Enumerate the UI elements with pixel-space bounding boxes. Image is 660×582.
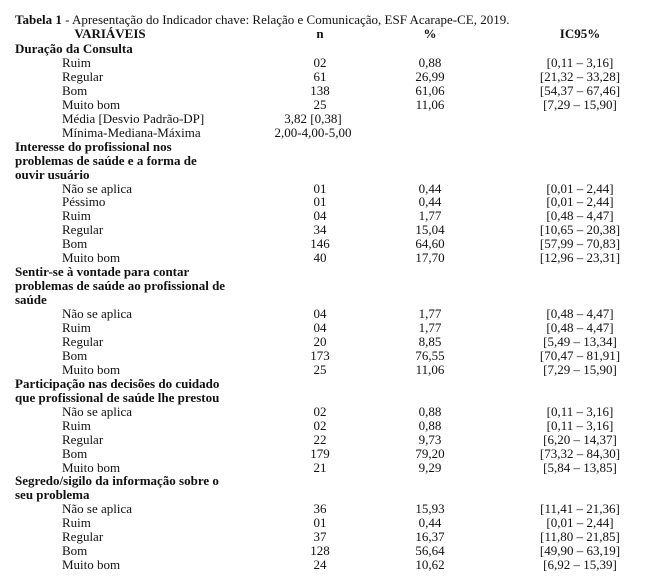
table-row bbox=[0, 558, 660, 572]
cell-ci95: [0,01 – 2,44] bbox=[546, 194, 614, 210]
cell-n: 40 bbox=[313, 250, 327, 266]
cell-n: 25 bbox=[313, 361, 327, 377]
table-row bbox=[0, 237, 660, 251]
cell-n: 02 bbox=[313, 403, 327, 419]
cell-ci95: [54,37 – 67,46] bbox=[539, 82, 621, 98]
cell-percent: 79,20 bbox=[415, 445, 445, 461]
cell-ci95: [11,41 – 21,36] bbox=[540, 501, 620, 517]
row-label: Bom bbox=[62, 445, 88, 461]
cell-percent: 0,88 bbox=[418, 417, 442, 433]
row-label: Muito bom bbox=[62, 96, 121, 112]
section-heading bbox=[0, 391, 660, 405]
table-row bbox=[0, 447, 660, 461]
row-label: Bom bbox=[62, 543, 88, 559]
cell-n: 128 bbox=[310, 543, 330, 559]
row-label: Regular bbox=[62, 222, 104, 238]
cell-ci95: [7,29 – 15,90] bbox=[543, 96, 617, 112]
cell-percent: 61,06 bbox=[415, 82, 445, 98]
cell-n: 04 bbox=[313, 320, 327, 335]
row-label: Ruim bbox=[62, 320, 91, 335]
cell-percent: 15,93 bbox=[415, 501, 445, 517]
table-row bbox=[0, 251, 660, 265]
cell-ci95: [11,80 – 21,85] bbox=[540, 529, 620, 545]
row-label: Bom bbox=[62, 347, 88, 363]
section-title: que profissional de saúde lhe prestou bbox=[15, 389, 220, 405]
table-row bbox=[0, 363, 660, 377]
table-row bbox=[0, 182, 660, 196]
cell-ci95: [10,65 – 20,38] bbox=[539, 222, 621, 238]
row-label: Ruim bbox=[62, 208, 91, 224]
section-heading bbox=[0, 42, 660, 56]
cell-ci95: [0,48 – 4,47] bbox=[546, 208, 614, 224]
cell-percent: 9,73 bbox=[418, 431, 442, 447]
cell-percent: 0,88 bbox=[418, 54, 442, 70]
cell-ci95: [21,32 – 33,28] bbox=[539, 68, 621, 84]
cell-n: 02 bbox=[313, 54, 327, 70]
section-title: ouvir usuário bbox=[15, 166, 90, 182]
section-heading bbox=[0, 279, 660, 293]
cell-percent: 0,44 bbox=[418, 194, 442, 210]
table-row bbox=[0, 502, 660, 516]
section-title: problemas de saúde e a forma de bbox=[15, 152, 197, 168]
cell-percent: 17,70 bbox=[415, 250, 445, 266]
cell-n: 138 bbox=[310, 82, 330, 98]
table-row bbox=[0, 433, 660, 447]
cell-ci95: [6,20 – 14,37] bbox=[543, 431, 617, 447]
table-row bbox=[0, 530, 660, 544]
header-n: n bbox=[316, 26, 324, 41]
table-row bbox=[0, 98, 660, 112]
cell-n: 34 bbox=[313, 222, 327, 238]
header-percent: % bbox=[423, 26, 437, 41]
cell-percent: 9,29 bbox=[418, 459, 442, 475]
cell-percent: 1,77 bbox=[418, 306, 442, 322]
section-title: Duração da Consulta bbox=[15, 41, 133, 56]
table-row bbox=[0, 419, 660, 433]
table-row bbox=[0, 84, 660, 98]
cell-ci95: [57,99 – 70,83] bbox=[539, 236, 621, 252]
row-label: Bom bbox=[62, 236, 88, 252]
row-label: Não se aplica bbox=[62, 403, 133, 419]
row-label: Regular bbox=[62, 431, 104, 447]
row-label: Ruim bbox=[62, 515, 91, 531]
section-title: seu problema bbox=[15, 487, 90, 503]
cell-percent: 1,77 bbox=[418, 320, 442, 335]
row-label: Regular bbox=[62, 529, 104, 545]
cell-ci95: [70,47 – 81,91] bbox=[539, 347, 621, 363]
section-heading bbox=[0, 168, 660, 182]
section-title: Interesse do profissional nos bbox=[15, 138, 172, 154]
cell-n: 37 bbox=[313, 529, 327, 545]
row-label: Não se aplica bbox=[62, 306, 133, 322]
cell-n: 173 bbox=[310, 347, 330, 363]
cell-percent: 16,37 bbox=[415, 529, 445, 545]
cell-ci95: [49,90 – 63,19] bbox=[539, 543, 621, 559]
cell-percent: 56,64 bbox=[415, 543, 445, 559]
table-row bbox=[0, 56, 660, 70]
row-label: Muito bom bbox=[62, 361, 121, 377]
cell-n: 01 bbox=[313, 194, 327, 210]
summary-row bbox=[0, 126, 660, 140]
cell-n: 04 bbox=[313, 208, 327, 224]
cell-n: 24 bbox=[313, 557, 327, 573]
section-heading bbox=[0, 140, 660, 154]
table-row bbox=[0, 335, 660, 349]
row-label: Não se aplica bbox=[62, 501, 133, 517]
cell-ci95: [12,96 – 23,31] bbox=[539, 250, 621, 266]
section-title: problemas de saúde ao profissional de bbox=[15, 278, 226, 294]
cell-ci95: [5,49 – 13,34] bbox=[543, 333, 617, 349]
summary-row bbox=[0, 112, 660, 126]
cell-ci95: [73,32 – 84,30] bbox=[539, 445, 621, 461]
row-label: Mínima-Mediana-Máxima bbox=[62, 124, 201, 140]
cell-n: 02 bbox=[313, 417, 327, 433]
row-label: Ruim bbox=[62, 417, 91, 433]
table-row bbox=[0, 209, 660, 223]
summary-value: 3,82 [0,38] bbox=[284, 110, 342, 126]
cell-ci95: [0,11 – 3,16] bbox=[546, 403, 614, 419]
section-title: saúde bbox=[15, 292, 47, 308]
caption-text: - Apresentação do Indicador chave: Relação e Comunicação, ESF Acarape-CE, 2019. bbox=[61, 12, 510, 27]
table-row bbox=[0, 349, 660, 363]
table-row bbox=[0, 405, 660, 419]
section-heading bbox=[0, 474, 660, 488]
cell-percent: 8,85 bbox=[418, 333, 442, 349]
section-heading bbox=[0, 377, 660, 391]
cell-n: 25 bbox=[313, 96, 327, 112]
table-row bbox=[0, 70, 660, 84]
cell-percent: 26,99 bbox=[415, 68, 445, 84]
cell-percent: 76,55 bbox=[415, 347, 445, 363]
row-label: Média [Desvio Padrão-DP] bbox=[62, 110, 205, 126]
table-header bbox=[0, 27, 660, 41]
header-ci95: IC95% bbox=[559, 26, 601, 41]
cell-n: 61 bbox=[313, 68, 327, 84]
cell-percent: 0,44 bbox=[418, 180, 442, 196]
section-heading bbox=[0, 154, 660, 168]
cell-n: 21 bbox=[313, 459, 327, 475]
cell-percent: 10,62 bbox=[415, 557, 445, 573]
table-row bbox=[0, 307, 660, 321]
cell-n: 22 bbox=[313, 431, 327, 447]
cell-ci95: [0,01 – 2,44] bbox=[546, 180, 614, 196]
cell-ci95: [0,48 – 4,47] bbox=[546, 306, 614, 322]
cell-ci95: [0,01 – 2,44] bbox=[546, 515, 614, 531]
row-label: Ruim bbox=[62, 54, 91, 70]
row-label: Péssimo bbox=[62, 194, 106, 210]
cell-percent: 11,06 bbox=[415, 361, 445, 377]
cell-percent: 0,44 bbox=[418, 515, 442, 531]
section-title: Sentir-se à vontade para contar bbox=[15, 264, 190, 280]
section-heading bbox=[0, 265, 660, 279]
summary-value: 2,00-4,00-5,00 bbox=[274, 124, 352, 140]
row-label: Não se aplica bbox=[62, 180, 133, 196]
row-label: Regular bbox=[62, 333, 104, 349]
cell-percent: 11,06 bbox=[415, 96, 445, 112]
cell-ci95: [0,11 – 3,16] bbox=[546, 54, 614, 70]
table-row bbox=[0, 461, 660, 475]
cell-n: 36 bbox=[313, 501, 327, 517]
cell-ci95: [0,11 – 3,16] bbox=[546, 417, 614, 433]
header-variables: VARIÁVEIS bbox=[74, 26, 146, 41]
row-label: Muito bom bbox=[62, 250, 121, 266]
cell-ci95: [0,48 – 4,47] bbox=[546, 320, 614, 335]
row-label: Muito bom bbox=[62, 557, 121, 573]
cell-percent: 15,04 bbox=[415, 222, 445, 238]
section-heading bbox=[0, 293, 660, 307]
cell-percent: 0,88 bbox=[418, 403, 442, 419]
table-row bbox=[0, 223, 660, 237]
row-label: Bom bbox=[62, 82, 88, 98]
caption-label: Tabela 1 bbox=[15, 12, 62, 27]
cell-percent: 1,77 bbox=[418, 208, 442, 224]
cell-ci95: [5,84 – 13,85] bbox=[543, 459, 617, 475]
section-heading bbox=[0, 488, 660, 502]
cell-n: 179 bbox=[310, 445, 330, 461]
row-label: Muito bom bbox=[62, 459, 121, 475]
cell-percent: 64,60 bbox=[415, 236, 445, 252]
cell-n: 146 bbox=[310, 236, 330, 252]
section-title: Participação nas decisões do cuidado bbox=[15, 375, 220, 391]
cell-ci95: [7,29 – 15,90] bbox=[543, 361, 617, 377]
table-row bbox=[0, 516, 660, 530]
row-label: Regular bbox=[62, 68, 104, 84]
cell-n: 04 bbox=[313, 306, 327, 322]
cell-ci95: [6,92 – 15,39] bbox=[543, 557, 617, 573]
cell-n: 20 bbox=[313, 333, 327, 349]
cell-n: 01 bbox=[313, 515, 327, 531]
table-row bbox=[0, 544, 660, 558]
cell-n: 01 bbox=[313, 180, 327, 196]
section-title: Segredo/sigilo da informação sobre o bbox=[15, 473, 219, 489]
table-row bbox=[0, 321, 660, 335]
table-row bbox=[0, 195, 660, 209]
